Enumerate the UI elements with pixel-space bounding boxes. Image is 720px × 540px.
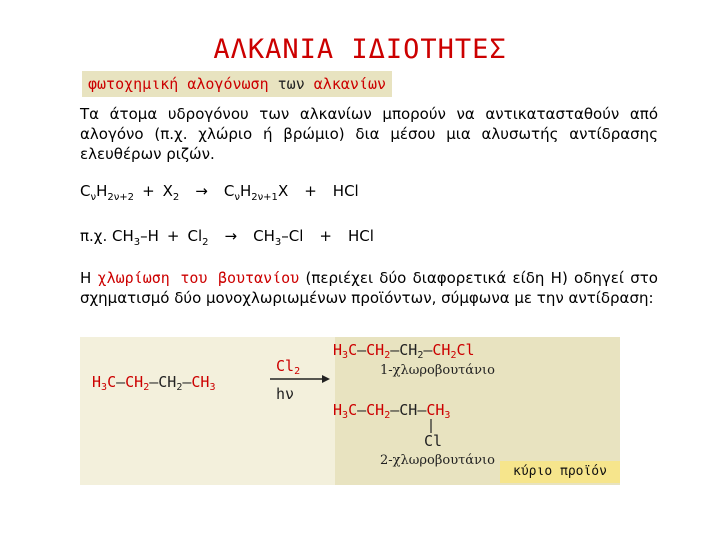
product-2-chlorobutane: $H_3C—CH_2—CH—CH_3$ [333,401,451,421]
reagent-cl2: $Cl_2$ [276,357,301,377]
main-product-label: κύριο προϊόν [500,461,620,483]
butane-paragraph: Η χλωρίωση του βουτανίου (περιέχει δύο διαφορετικά είδη H) οδηγεί στο σχηματισμό δύο μονοχλωριωμένων προϊόντων, σύμφωνα με την αντίδραση: [80,269,658,307]
product-2-label: 2-χλωροβουτάνιο [380,453,495,468]
reactant-butane: $H_3C—CH_2—CH_2—CH_3$ [92,373,216,393]
product-1-chlorobutane: $H_3C—CH_2—CH_2—CH_2Cl$ [333,341,475,361]
cl-bond-line [429,419,433,433]
butane-chlorination-highlight: χλωρίωση του βουτανίου [97,269,300,287]
product-2-cl: Cl [424,432,443,450]
intro-paragraph: Τα άτομα υδρογόνου των αλκανίων μπορούν να αντικατασταθούν από αλογόνο (π.χ. χλώριο ή βρώμιο) δια μέσου μια αλυσωτής αντίδρασης ελευθέρων ριζών. [80,105,658,163]
reaction-scheme [80,337,620,485]
reaction-arrow [268,373,330,385]
subtitle-part2: των [268,75,314,93]
subtitle-part3: αλκανίων [313,75,387,93]
example-equation: π.χ. $CH_3-H + Cl_2 \to CH_3-Cl$ + HCl [80,227,374,248]
product-1-label: 1-χλωροβουτάνιο [380,363,495,378]
general-equation: $C_\nu H_{2\nu+2} + X_2 \to C_\nu H_{2\nu+1}X$ + HCl [80,182,359,203]
subtitle [82,71,392,97]
reagent-light: hν [276,385,295,403]
subtitle-part1: φωτοχημική αλογόνωση [88,75,269,93]
page-title: ΑΛΚΑΝΙΑ ΙΔΙΟΤΗΤΕΣ [213,34,507,65]
